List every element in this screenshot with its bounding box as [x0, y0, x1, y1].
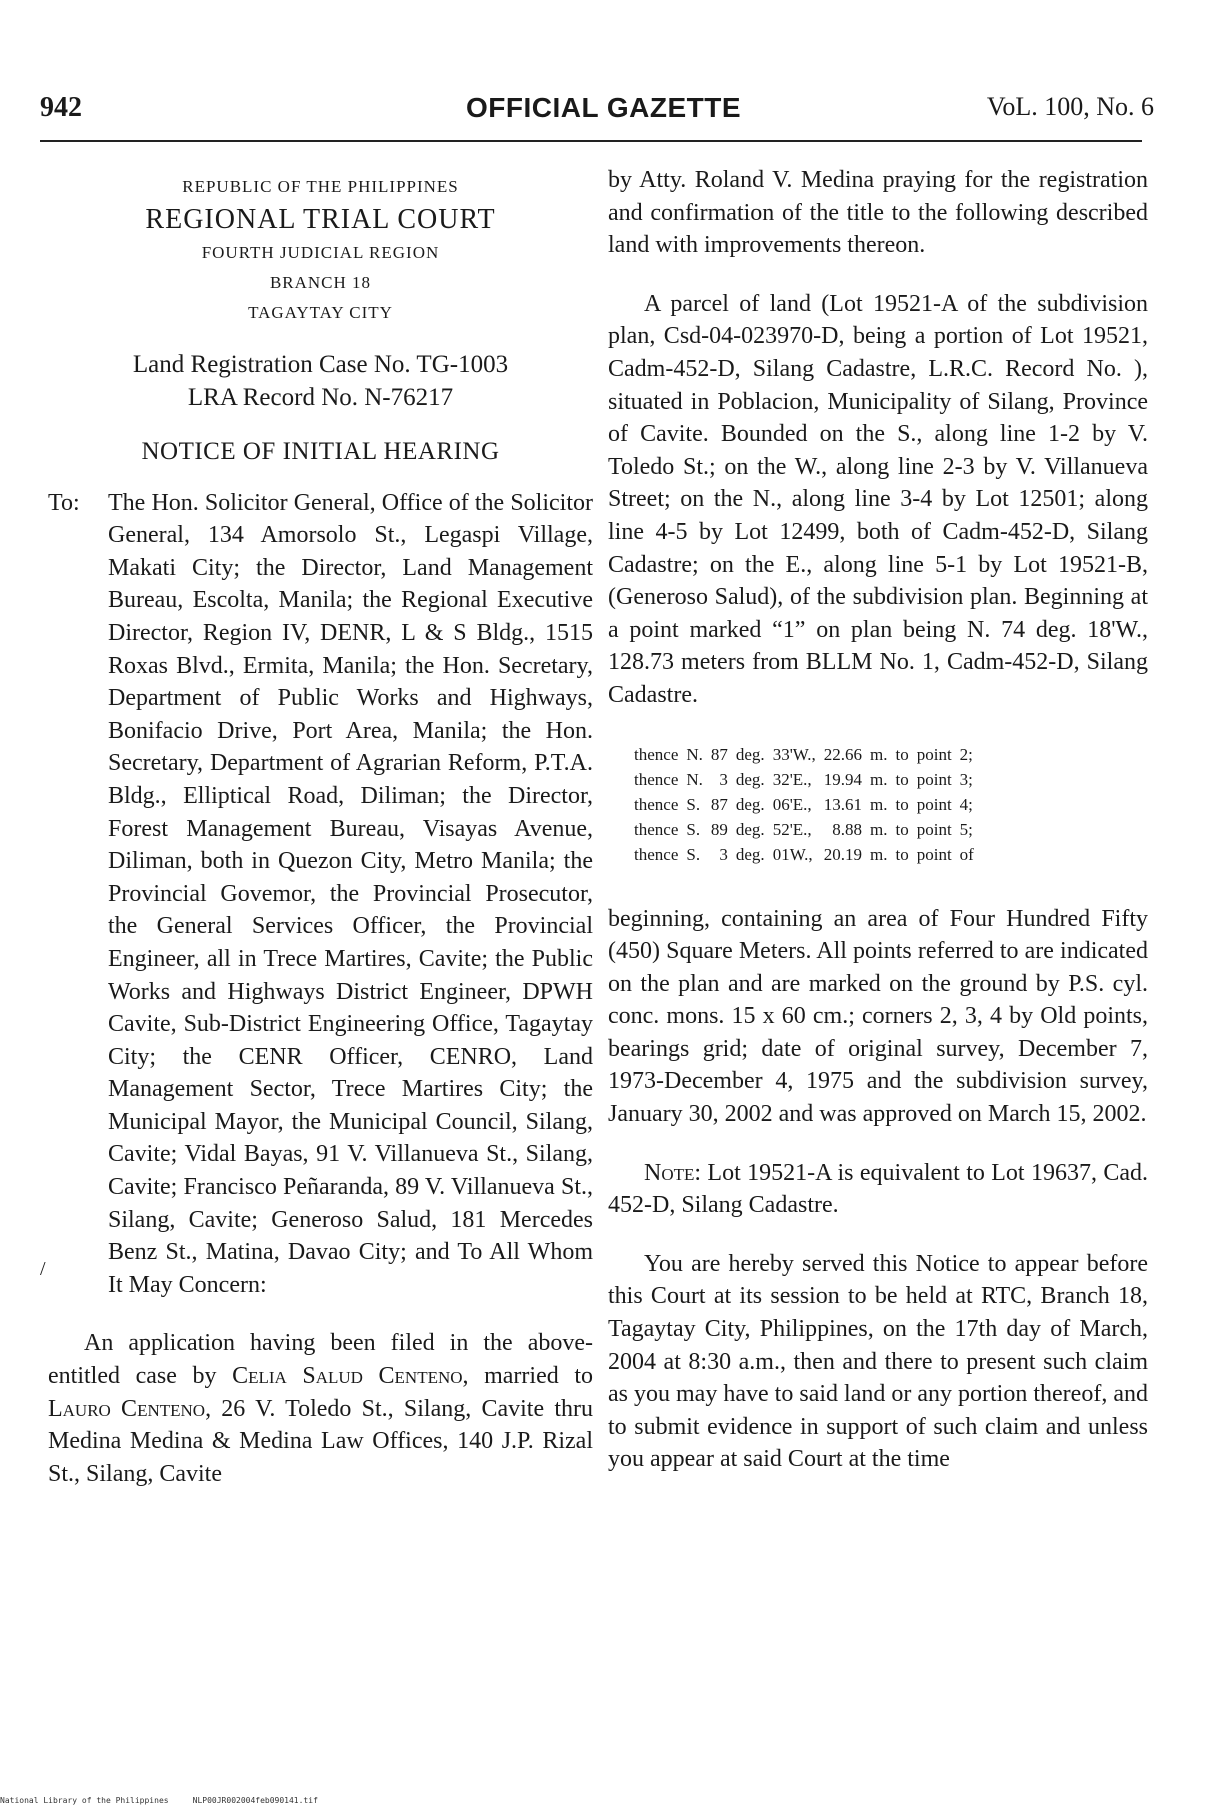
bearing-point: point — [916, 794, 952, 814]
case-numbers — [48, 348, 593, 414]
bearing-point: point — [916, 744, 952, 764]
to-label: To: — [48, 489, 80, 516]
bearing-deg: 89 — [710, 819, 728, 839]
bearing-to: to — [895, 794, 909, 814]
bearing-target: 2; — [959, 744, 973, 764]
bearing-dir: N. — [686, 769, 703, 789]
applicant-name: Celia Salud Centeno — [232, 1363, 463, 1390]
court-name: REGIONAL TRIAL COURT — [145, 204, 496, 235]
bearing-unit: m. — [870, 819, 888, 839]
court-city: TAGAYTAY CITY — [248, 303, 393, 322]
bearing-min: 06'E., — [772, 794, 812, 814]
stray-mark: / — [40, 1258, 46, 1280]
page-header — [40, 92, 1154, 136]
bearing-deg: 87 — [710, 794, 728, 814]
bearing-dir: S. — [686, 819, 701, 839]
bearing-dir: S. — [686, 794, 701, 814]
bearing-min: 52'E., — [772, 819, 812, 839]
volume-number: VoL. 100, No. 6 — [986, 92, 1154, 121]
bearing-point: point — [916, 769, 952, 789]
bearing-deg: 3 — [719, 844, 728, 864]
bearing-to: to — [895, 819, 909, 839]
right-column — [608, 164, 1148, 1476]
bearing-point: point — [916, 819, 952, 839]
bearing-word: thence — [634, 794, 679, 814]
bearing-unit: m. — [870, 794, 888, 814]
bearing-target: 5; — [959, 819, 973, 839]
registration-case-number: Land Registration Case No. TG-1003 — [132, 351, 509, 378]
bearing-point: point — [916, 844, 952, 864]
bearing-unit: m. — [870, 844, 888, 864]
bearing-dist: 8.88 — [832, 819, 862, 839]
application-continuation: by Atty. Roland V. Medina praying for the registration and confirmation of the title to the following described land with improvements thereon. — [608, 167, 1148, 259]
court-block — [48, 172, 593, 328]
bearing-min: 01W., — [772, 844, 813, 864]
bearing-deg-label: deg. — [735, 819, 765, 839]
scan-footer: National Library of the Philippines NLP00JR002004feb090141.tif — [0, 1796, 318, 1805]
bearing-row — [634, 792, 982, 817]
bearing-min: 33'W., — [772, 744, 816, 764]
bearing-word: thence — [634, 844, 679, 864]
area-description: beginning, containing an area of Four Hundred Fifty (450) Square Meters. All points referred to are indicated on the plan and are marked on the ground by P.S. cyl. conc. mons. 15 x 60 cm.; corners 2, 3, 4 by Old points, bearings grid; date of original survey, December 7, 1973-December 4, 1975 and the subdivision survey, January 30, 2002 and was approved on March 15, 2002. — [608, 905, 1148, 1128]
note-text: Lot 19521-A is equivalent to Lot 19637, Cad. 452-D, Silang Cadastre. — [608, 1159, 1148, 1219]
bearing-dist: 19.94 — [823, 769, 862, 789]
parcel-description: A parcel of land (Lot 19521-A of the subdivision plan, Csd-04-023970-D, being a portion of Lot 19521, Cadm-452-D, Silang Cadastre, L.R.C. Record No. ), situated in Poblacion, Municipality of Silang, Province of Cavite. Bounded on the S., along line 1-2 by V. Toledo St.; on the W., along line 2-3 by V. Villanueva Street; on the N., along line 3-4 by Lot 12501; along line 4-5 by Lot 12499, both of Cadm-452-D, Silang Cadastre; on the E., along line 5-1 by Lot 19521-B, (Generoso Salud), of the subdivision plan. Beginning at a point marked “1” on plan being N. 74 deg. 18'W., 128.73 meters from BLLM No. 1, Cadm-452-D, Silang Cadastre. — [608, 290, 1148, 708]
republic-line: REPUBLIC OF THE PHILIPPINES — [182, 177, 459, 196]
publication-title: OFFICIAL GAZETTE — [466, 92, 742, 123]
addressees — [48, 487, 593, 1302]
application-details: , 26 V. Toledo St., Silang, Cavite thru Medina Medina & Medina Law Offices, 140 J.P. Rizal St., Silang, Cavite — [48, 1395, 593, 1487]
bearing-deg-label: deg. — [735, 769, 765, 789]
bearing-deg-label: deg. — [735, 744, 765, 764]
addressee-list: The Hon. Solicitor General, Office of the Solicitor General, 134 Amorsolo St., Legaspi Village, Makati City; the Director, Land Management Bureau, Escolta, Manila; the Regional Executive Director, Region IV, DENR, L & S Bldg., 1515 Roxas Blvd., Ermita, Manila; the Hon. Secretary, Department of Public Works and Highways, Bonifacio Drive, Port Area, Manila; the Hon. Secretary, Department of Agrarian Reform, P.T.A. Bldg., Elliptical Road, Diliman; the Director, Forest Management Bureau, Visayas Avenue, Diliman, both in Quezon City, Metro Manila; the Provincial Govemor, the Provincial Prosecutor, the General Services Officer, the Provincial Engineer, all in Trece Martires, Cavite; the Public Works and Highways District Engineer, DPWH Cavite, Sub-District Engineering Office, Tagaytay City; the CENR Officer, CENRO, Land Management Sector, Trece Martires City; the Municipal Mayor, the Municipal Council, Silang, Cavite; Vidal Bayas, 91 V. Villanueva St., Silang, Cavite; Francisco Peñaranda, 89 V. Villanueva St., Silang, Cavite; Generoso Salud, 181 Mercedes Benz St., Matina, Davao City; and To All Whom It May Concern: — [108, 489, 593, 1298]
lra-record-number: LRA Record No. N-76217 — [187, 384, 454, 411]
bearings-table — [634, 742, 982, 867]
notice-title: NOTICE OF INITIAL HEARING — [141, 438, 500, 465]
bearing-word: thence — [634, 744, 679, 764]
bearing-word: thence — [634, 769, 679, 789]
married-to-label: , married to — [462, 1363, 593, 1390]
bearing-deg: 3 — [719, 769, 728, 789]
note-paragraph — [608, 1157, 1148, 1222]
bearing-row — [634, 767, 982, 792]
application-paragraph — [48, 1327, 593, 1490]
left-column — [48, 172, 593, 1490]
header-rule — [40, 140, 1142, 142]
bearing-unit: m. — [870, 744, 888, 764]
bearing-to: to — [895, 744, 909, 764]
bearing-row — [634, 742, 982, 767]
application-intro: An application having been filed in the above-entitled case by — [48, 1330, 593, 1390]
bearing-target: of — [959, 844, 974, 864]
page-number: 942 — [40, 92, 82, 123]
note-label: Note: — [644, 1159, 702, 1186]
court-branch: BRANCH 18 — [269, 273, 372, 292]
bearing-min: 32'E., — [772, 769, 812, 789]
bearing-unit: m. — [870, 769, 888, 789]
bearing-dist: 20.19 — [823, 844, 862, 864]
bearing-word: thence — [634, 819, 679, 839]
bearing-to: to — [895, 769, 909, 789]
bearing-dir: S. — [686, 844, 701, 864]
bearing-deg-label: deg. — [735, 844, 765, 864]
bearing-row — [634, 817, 982, 842]
bearing-target: 3; — [959, 769, 973, 789]
bearing-deg: 87 — [710, 744, 728, 764]
bearing-dist: 13.61 — [823, 794, 862, 814]
spouse-name: Lauro Centeno — [48, 1395, 206, 1422]
bearing-dist: 22.66 — [823, 744, 862, 764]
bearing-deg-label: deg. — [735, 794, 765, 814]
bearing-target: 4; — [959, 794, 973, 814]
bearing-to: to — [895, 844, 909, 864]
judicial-region: FOURTH JUDICIAL REGION — [201, 243, 440, 262]
bearing-row — [634, 842, 982, 867]
served-notice-paragraph: You are hereby served this Notice to appear before this Court at its session to be held at RTC, Branch 18, Tagaytay City, Philippines, on the 17th day of March, 2004 at 8:30 a.m., then and there to present such claim as you may have to said land or any portion thereof, and to submit evidence in support of such claim and unless you appear at said Court at the time — [608, 1250, 1148, 1473]
bearing-dir: N. — [686, 744, 703, 764]
